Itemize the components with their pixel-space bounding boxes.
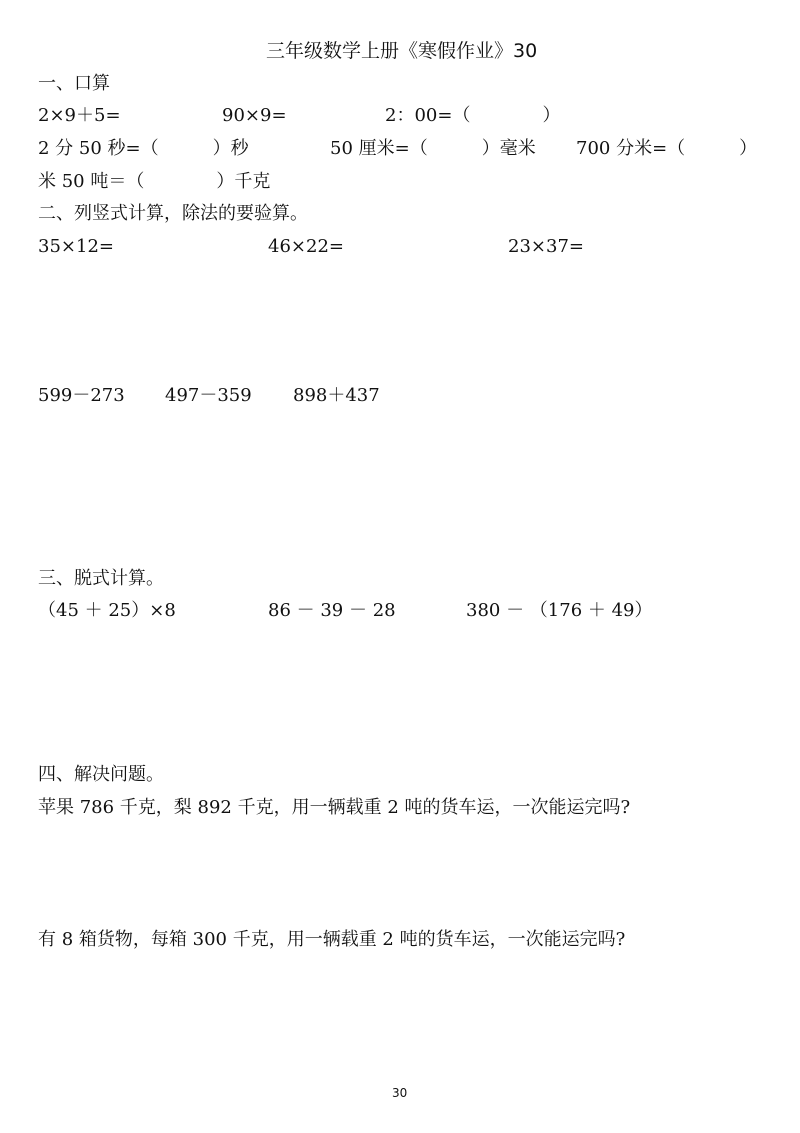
page-title: 三年级数学上册《寒假作业》30 <box>266 40 538 62</box>
step-problem-3: 380 － （176 ＋ 49） <box>466 600 653 621</box>
oral-question-6: 700 分米=（ ） <box>576 138 758 159</box>
word-problem-2: 有 8 箱货物，每箱 300 千克，用一辆载重 2 吨的货车运，一次能运完吗? <box>38 929 626 950</box>
page-number: 30 <box>392 1086 408 1100</box>
vertical-problem-2: 46×22= <box>268 236 344 257</box>
section-heading-vertical-calculation: 二、列竖式计算，除法的要验算。 <box>38 203 308 224</box>
step-problem-1: （45 ＋ 25）×8 <box>38 600 176 621</box>
section-heading-oral-calculation: 一、口算 <box>38 73 110 94</box>
oral-question-3: 2：00=（ ） <box>385 105 561 126</box>
vertical-problem-3: 23×37= <box>508 236 584 257</box>
vertical-problem-1: 35×12= <box>38 236 114 257</box>
oral-question-1: 2×9＋5= <box>38 105 121 126</box>
step-problem-2: 86 － 39 － 28 <box>268 600 396 621</box>
section-heading-word-problems: 四、解决问题。 <box>38 764 164 785</box>
vertical-problem-5: 497－359 <box>165 385 252 406</box>
vertical-problem-4: 599－273 <box>38 385 125 406</box>
oral-question-7: 米 50 吨＝（ ）千克 <box>38 171 271 192</box>
oral-question-2: 90×9= <box>222 105 287 126</box>
vertical-problem-6: 898＋437 <box>293 385 380 406</box>
word-problem-1: 苹果 786 千克，梨 892 千克，用一辆载重 2 吨的货车运，一次能运完吗? <box>38 797 631 818</box>
oral-question-4: 2 分 50 秒=（ ）秒 <box>38 138 249 159</box>
section-heading-step-calculation: 三、脱式计算。 <box>38 568 164 589</box>
oral-question-5: 50 厘米=（ ）毫米 <box>330 138 536 159</box>
